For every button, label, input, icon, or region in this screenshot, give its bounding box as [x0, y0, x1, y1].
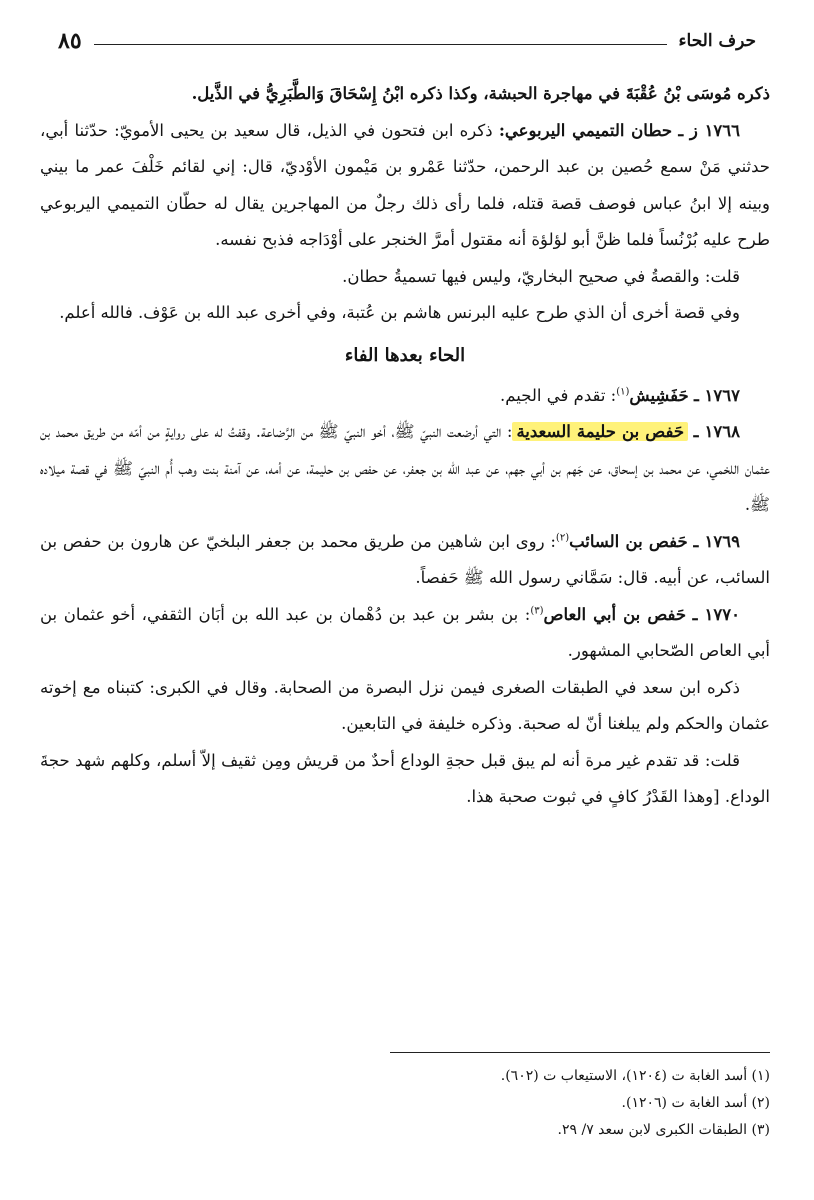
entry-1770	[40, 597, 770, 670]
entry-text: : بن بشر بن عبد بن دُهْمان بن عبد الله بن أبَان الثقفي، أخو عثمان بن أبي العاص الصّحابي المشهور.	[40, 604, 770, 660]
entry-text: : تقدم في الجيم.	[500, 385, 617, 405]
highlighted-entry-name: حَفص بن حليمة السعدية	[512, 422, 688, 441]
page-header	[58, 24, 756, 58]
entry-1767	[40, 378, 770, 415]
section-heading: الحاء بعدها الفاء	[344, 344, 466, 366]
footnote-ref: (١)	[616, 386, 630, 397]
entry-1768	[40, 414, 770, 524]
footnote-rule	[390, 1052, 770, 1053]
entry-text: : روى ابن شاهين من طريق محمد بن جعفر البلخيّ عن هارون بن حفص بن السائب، عن أبيه. قال: سَمَّاني رسول الله ﷺ حَفصاً.	[40, 531, 770, 587]
entry-text: ذكره ابن فتحون في الذيل، قال سعيد بن يحيى الأمويّ: حدّثنا أبي، حدثني مَنْ سمع حُصين بن عبد الرحمن، حدّثنا عَمْرو بن مَيْمون الأوْديّ، قال: إني لقائم خَلْفَ عمر ما بيني وبينه إلا ابنُ عباس فوصف قصة قتله، فلما رأى ذلك رجلٌ من المهاجرين يقال له حطّان التميمي اليربوعي طرح عليه بُرْنُساً فلما ظنَّ أبو لؤلؤة أنه مقتول أمرَّ الخنجر على أوْدَاجه فذبح نفسه.	[40, 120, 770, 249]
entry-name: حطان التميمي اليربوعي:	[498, 120, 673, 140]
entry-number: ١٧٦٩ ـ	[693, 531, 740, 551]
entry-1769	[40, 524, 770, 597]
footnote-2: (٢) أسد الغابة ت (١٢٠٦).	[621, 1095, 770, 1111]
paragraph-ibn-saad: ذكره ابن سعد في الطبقات الصغرى فيمن نزل البصرة من الصحابة. وقال في الكبرى: كتبناه مع إخوته عثمان والحكم ولم يبلغنا أنّ له صحبة. وذكره خليفة في التابعين.	[40, 677, 770, 733]
running-title: حرف الحاء	[678, 31, 756, 51]
entry-number: ١٧٦٨ ـ	[693, 422, 740, 441]
paragraph-other-story: وفي قصة أخرى أن الذي طرح عليه البرنس هاشم بن عُتبة، وفي أخرى عبد الله بن عَوْف. فالله أعلم.	[59, 303, 740, 322]
entry-1766	[40, 113, 770, 259]
entry-text: : التي أرضعت النبيّ ﷺ، أخو النبيّ ﷺ من الرَّضاعة. وقفتُ له على روايةٍ من أمّه من طريق محمد بن عثمان اللخمي، عن محمد بن إسحاق، عن جَهم بن أبي جهم، عن عبد الله بن جعفر، عن حفص بن حليمة، عن أمه، عن آمنة بنت وهب أُم النبيّ ﷺ في قصة ميلاده ﷺ.	[40, 422, 770, 514]
entry-name: حَفص بن أبي العاص	[543, 604, 687, 624]
paragraph-qult-2: قلت: قد تقدم غير مرة أنه لم يبق قبل حجةِ الوداع أحدٌ من قريش ومِن ثقيف إلاّ أسلم، وكلهم شهد حجةَ الوداع. [وهذا القَدْرُ كافٍ في ثبوت صحبة هذا.	[40, 750, 770, 806]
entry-number: ١٧٦٧ ـ	[693, 385, 740, 405]
footnote-ref: (٣)	[530, 605, 544, 616]
main-text	[40, 76, 770, 816]
entry-number: ١٧٦٦ ز ـ	[678, 120, 741, 140]
paragraph-intro: ذكره مُوسَى بْنُ عُقْبَةَ في مهاجرة الحبشة، وكذا ذكره ابْنُ إِسْحَاقَ وَالطَّبَرِيُّ في الذَّيل.	[191, 84, 770, 103]
footnotes	[40, 1052, 770, 1144]
footnote-1: (١) أسد الغابة ت (١٢٠٤)، الاستيعاب ت (٦٠٢).	[500, 1068, 770, 1084]
paragraph-qult-1: قلت: والقصةُ في صحيح البخاريّ، وليس فيها تسميةُ حطان.	[342, 266, 740, 286]
entry-name: حَفَشِيش	[629, 385, 689, 405]
footnote-3: (٣) الطبقات الكبرى لابن سعد ٧/ ٢٩.	[557, 1122, 770, 1138]
footnote-ref: (٢)	[555, 532, 570, 543]
entry-name: حَفص بن السائب	[569, 531, 688, 551]
entry-number: ١٧٧٠ ـ	[692, 604, 740, 624]
page-number: ٨٥	[58, 28, 82, 54]
header-rule	[94, 44, 667, 45]
